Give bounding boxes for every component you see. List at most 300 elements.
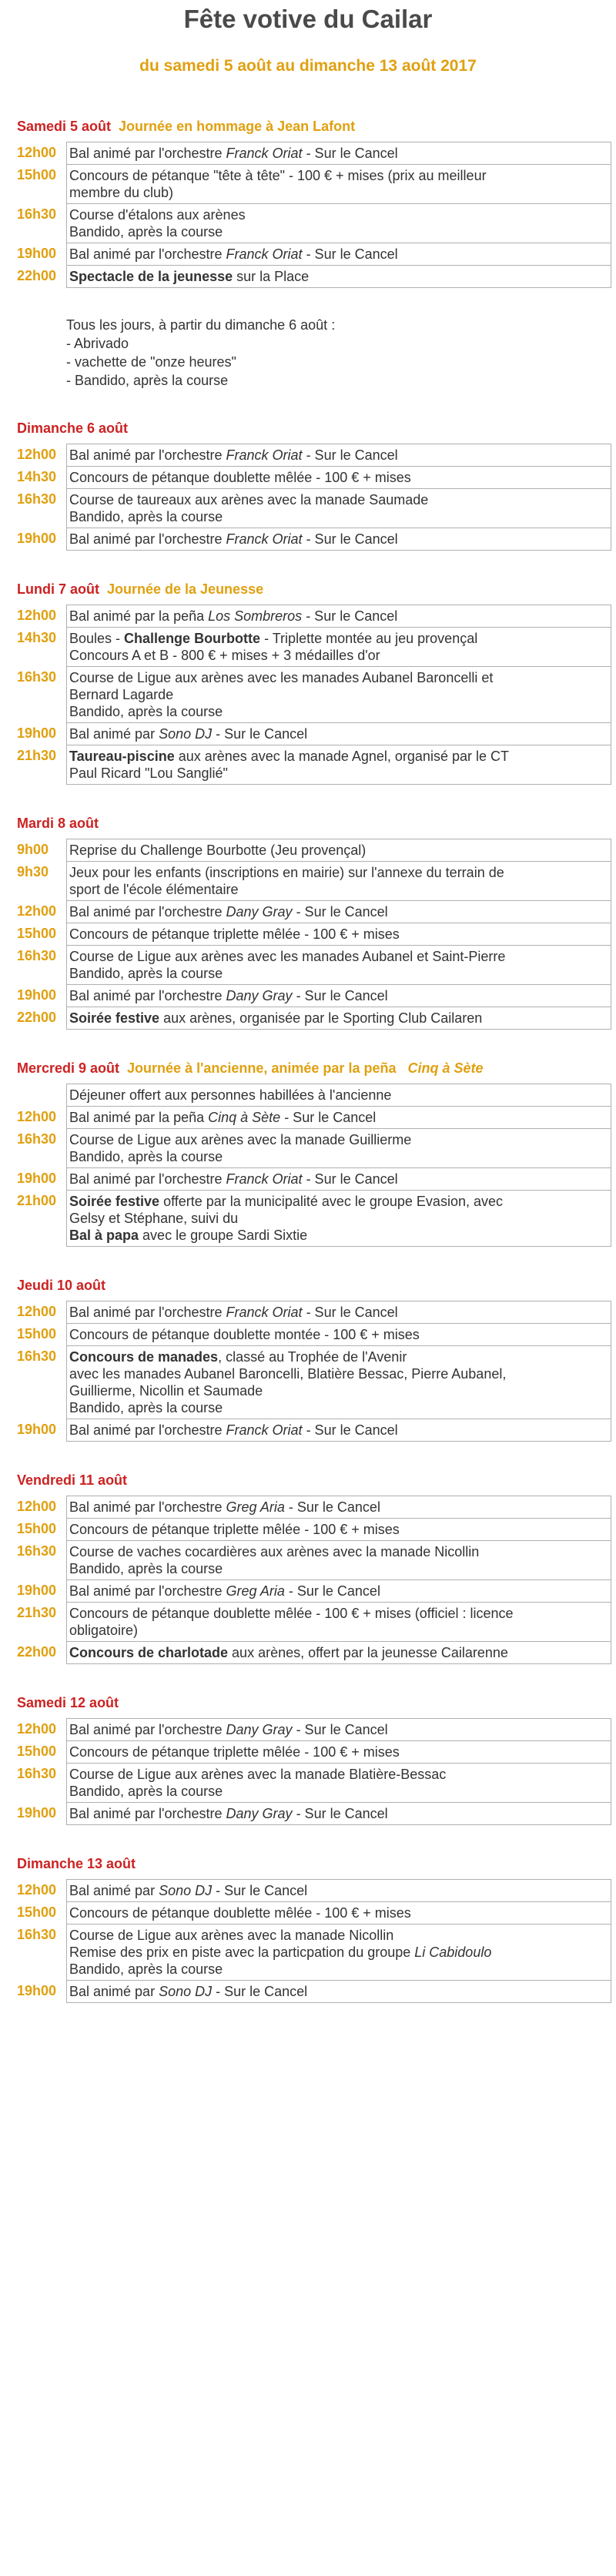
event-description	[67, 1719, 611, 1741]
event-line	[69, 1422, 608, 1439]
event-highlight: Taureau-piscine	[69, 749, 175, 764]
day-section	[0, 1854, 616, 2003]
event-text: Remise des prix en piste avec la particpation du groupe	[69, 1945, 415, 1960]
event-description	[67, 165, 611, 204]
performer-name: Cinq à Sète	[208, 1110, 281, 1125]
event-line	[69, 1499, 608, 1516]
event-text: - Sur le Cancel	[212, 1984, 308, 1999]
event-row	[17, 1346, 611, 1419]
event-row	[17, 1191, 611, 1247]
event-line	[69, 1783, 608, 1800]
event-text: - Sur le Cancel	[302, 1171, 398, 1187]
event-line	[69, 1227, 608, 1244]
event-line	[69, 608, 608, 625]
event-time: 16h30	[17, 1765, 57, 1781]
event-description	[67, 467, 611, 489]
event-time: 9h00	[17, 841, 49, 857]
event-row	[17, 1519, 611, 1541]
event-text: Bandido, après la course	[69, 1784, 223, 1799]
event-text: Concours de pétanque triplette mêlée - 100 € + mises	[69, 1522, 400, 1537]
event-text: Bal animé par l'orchestre	[69, 447, 226, 463]
event-description	[67, 862, 611, 901]
event-line	[69, 1171, 608, 1188]
event-line	[69, 508, 608, 525]
event-row	[17, 1084, 611, 1107]
day-section	[0, 117, 616, 390]
event-time: 19h00	[17, 1421, 57, 1437]
performer-name: Los Sombreros	[208, 608, 303, 624]
event-line	[69, 1210, 608, 1227]
event-time: 16h30	[17, 491, 57, 507]
event-highlight: Soirée festive	[69, 1010, 160, 1026]
event-line	[69, 1904, 608, 1921]
event-line	[69, 669, 608, 686]
event-time: 22h00	[17, 1643, 57, 1660]
performer-name: Franck Oriat	[226, 1422, 303, 1438]
event-description	[67, 1107, 611, 1129]
performer-name: Li Cabidoulo	[414, 1945, 492, 1960]
event-description	[67, 1902, 611, 1924]
event-text: Paul Ricard "Lou Sanglié"	[69, 765, 228, 781]
event-row	[17, 1301, 611, 1324]
day-theme: Journée en hommage à Jean Lafont	[119, 119, 356, 134]
event-text: Bal animé par l'orchestre	[69, 1499, 226, 1515]
day-heading	[0, 1693, 616, 1712]
event-row	[17, 901, 611, 923]
event-time: 16h30	[17, 1543, 57, 1559]
event-line	[69, 948, 608, 965]
event-row	[17, 985, 611, 1007]
event-time: 14h30	[17, 468, 57, 484]
day-heading	[0, 1854, 616, 1873]
event-text: Course de vaches cocardières aux arènes avec la manade Nicollin	[69, 1544, 480, 1559]
performer-name: Dany Gray	[226, 1806, 293, 1821]
event-text: Bal animé par l'orchestre	[69, 531, 226, 547]
event-description	[67, 1191, 611, 1247]
event-time: 12h00	[17, 1303, 57, 1319]
event-line	[69, 881, 608, 898]
day-name: Jeudi 10 août	[17, 1278, 106, 1293]
event-time: 12h00	[17, 903, 57, 919]
event-line	[69, 1805, 608, 1822]
event-row	[17, 165, 611, 204]
event-text: sur la Place	[233, 269, 310, 284]
event-time: 19h00	[17, 1982, 57, 1998]
event-highlight: Spectacle de la jeunesse	[69, 269, 233, 284]
event-text: Bal animé par l'orchestre	[69, 988, 226, 1003]
event-row	[17, 204, 611, 243]
event-row	[17, 862, 611, 901]
event-row	[17, 1496, 611, 1519]
event-time: 21h00	[17, 1192, 57, 1208]
event-line	[69, 447, 608, 464]
events-table	[17, 605, 611, 785]
event-line	[69, 1644, 608, 1661]
event-line	[69, 987, 608, 1004]
event-row	[17, 1803, 611, 1825]
event-text: Bandido, après la course	[69, 224, 223, 240]
event-text: - Sur le Cancel	[284, 1499, 380, 1515]
performer-name: Dany Gray	[226, 1722, 293, 1737]
event-text: Bal animé par	[69, 726, 159, 742]
event-text: Bandido, après la course	[69, 1400, 223, 1415]
event-time: 21h30	[17, 747, 57, 763]
day-heading	[0, 1276, 616, 1295]
event-time: 12h00	[17, 144, 57, 160]
event-description	[67, 1741, 611, 1764]
event-time: 12h00	[17, 607, 57, 623]
event-line	[69, 1721, 608, 1738]
event-description	[67, 1803, 611, 1825]
page-subtitle: du samedi 5 août au dimanche 13 août 2017	[139, 57, 477, 75]
day-heading	[0, 814, 616, 832]
event-description	[67, 946, 611, 985]
performer-name: Sono DJ	[159, 1883, 213, 1898]
day-heading	[0, 1471, 616, 1489]
event-line	[69, 1326, 608, 1343]
day-section	[0, 419, 616, 551]
days-list	[0, 117, 616, 2003]
page-title: Fête votive du Cailar	[183, 5, 433, 33]
event-text: sport de l'école élémentaire	[69, 882, 239, 897]
event-text: Bandido, après la course	[69, 704, 223, 719]
events-table	[17, 1496, 611, 1664]
day-section	[0, 1059, 616, 1247]
day-section	[0, 814, 616, 1030]
event-text: Guillierme, Nicollin et Saumade	[69, 1383, 263, 1399]
event-row	[17, 1741, 611, 1764]
event-description	[67, 1168, 611, 1191]
event-text: - Sur le Cancel	[212, 726, 308, 742]
event-line	[69, 1348, 608, 1365]
event-line	[69, 1944, 608, 1961]
event-time: 16h30	[17, 1131, 57, 1147]
event-description	[67, 1129, 611, 1168]
event-line	[69, 1583, 608, 1600]
performer-name: Franck Oriat	[226, 531, 303, 547]
event-description	[67, 605, 611, 628]
event-line	[69, 725, 608, 742]
event-text: - Sur le Cancel	[292, 988, 388, 1003]
event-line	[69, 926, 608, 943]
event-row	[17, 1764, 611, 1803]
event-row	[17, 628, 611, 667]
event-row	[17, 1419, 611, 1442]
day-theme-emphasis: Cinq à Sète	[407, 1060, 484, 1076]
event-text: Bal animé par	[69, 1883, 159, 1898]
day-name: Mercredi 9 août	[17, 1060, 120, 1076]
event-line	[69, 1131, 608, 1148]
event-time: 15h00	[17, 925, 57, 941]
event-text: - Sur le Cancel	[292, 1722, 388, 1737]
event-time: 16h30	[17, 947, 57, 963]
events-table	[17, 1084, 611, 1247]
performer-name: Sono DJ	[159, 1984, 213, 1999]
event-line	[69, 1148, 608, 1165]
event-text: Course de Ligue aux arènes avec les manades Aubanel et Saint-Pierre	[69, 949, 506, 964]
event-line	[69, 469, 608, 486]
event-description	[67, 444, 611, 467]
event-line	[69, 765, 608, 782]
event-description	[67, 1981, 611, 2003]
event-time: 14h30	[17, 629, 57, 645]
event-time: 19h00	[17, 1804, 57, 1821]
event-description	[67, 985, 611, 1007]
event-time: 21h30	[17, 1604, 57, 1620]
event-line	[69, 531, 608, 548]
event-time: 19h00	[17, 1582, 57, 1598]
event-line	[69, 1193, 608, 1210]
event-description	[67, 628, 611, 667]
event-text: Bandido, après la course	[69, 1561, 223, 1576]
event-text: Bal animé par l'orchestre	[69, 1583, 226, 1599]
event-time: 15h00	[17, 1904, 57, 1920]
event-highlight: Bal à papa	[69, 1228, 139, 1243]
event-time: 12h00	[17, 1108, 57, 1124]
events-table	[17, 444, 611, 551]
event-text: Bernard Lagarde	[69, 687, 174, 702]
events-table	[17, 142, 611, 288]
event-row	[17, 667, 611, 723]
event-highlight: Soirée festive	[69, 1194, 160, 1209]
event-highlight: Concours de manades	[69, 1349, 219, 1365]
event-text: avec le groupe Sardi Sixtie	[139, 1228, 308, 1243]
event-row	[17, 1580, 611, 1603]
event-row	[17, 467, 611, 489]
performer-name: Franck Oriat	[226, 146, 303, 161]
event-text: Jeux pour les enfants (inscriptions en mairie) sur l'annexe du terrain de	[69, 865, 504, 880]
day-section	[0, 1693, 616, 1825]
event-row	[17, 1880, 611, 1902]
event-line	[69, 965, 608, 982]
event-text: - Sur le Cancel	[302, 608, 398, 624]
event-text: Course de Ligue aux arènes avec les manades Aubanel Baroncelli et	[69, 670, 494, 685]
event-text: - Sur le Cancel	[302, 246, 398, 262]
event-description	[67, 1007, 611, 1030]
event-line	[69, 1365, 608, 1382]
event-description	[67, 1346, 611, 1419]
event-line	[69, 903, 608, 920]
event-text: Boules -	[69, 631, 125, 646]
event-text: Bal animé par l'orchestre	[69, 246, 226, 262]
event-text: Bal animé par la peña	[69, 608, 209, 624]
event-description	[67, 901, 611, 923]
event-line	[69, 864, 608, 881]
event-time: 12h00	[17, 1498, 57, 1514]
performer-name: Greg Aria	[226, 1583, 285, 1599]
event-row	[17, 1719, 611, 1741]
event-row	[17, 1007, 611, 1030]
event-time: 16h30	[17, 1348, 57, 1364]
event-row	[17, 528, 611, 551]
event-description	[67, 1880, 611, 1902]
event-time: 12h00	[17, 1881, 57, 1898]
event-highlight: Concours de charlotade	[69, 1645, 229, 1660]
event-description	[67, 1419, 611, 1442]
event-line	[69, 1927, 608, 1944]
event-row	[17, 1129, 611, 1168]
daily-note	[66, 316, 616, 390]
event-text: Bal animé par l'orchestre	[69, 1806, 226, 1821]
event-description	[67, 745, 611, 785]
event-text: - Sur le Cancel	[212, 1883, 308, 1898]
event-row	[17, 266, 611, 288]
event-text: - Sur le Cancel	[284, 1583, 380, 1599]
event-line	[69, 1304, 608, 1321]
event-row	[17, 444, 611, 467]
event-text: Bal animé par la peña	[69, 1110, 209, 1125]
event-row	[17, 1324, 611, 1346]
event-line	[69, 268, 608, 285]
event-line	[69, 1521, 608, 1538]
event-time: 12h00	[17, 446, 57, 462]
event-line	[69, 1744, 608, 1760]
event-text: Bandido, après la course	[69, 1149, 223, 1164]
note-line: Tous les jours, à partir du dimanche 6 août :	[66, 317, 336, 333]
event-line	[69, 223, 608, 240]
day-heading	[0, 117, 616, 136]
note-line: - Abrivado	[66, 336, 129, 351]
event-line	[69, 1560, 608, 1577]
event-line	[69, 630, 608, 647]
day-name: Vendredi 11 août	[17, 1472, 128, 1488]
event-description	[67, 1603, 611, 1642]
event-text: offerte par la municipalité avec le groupe Evasion, avec	[159, 1194, 503, 1209]
event-row	[17, 1981, 611, 2003]
event-description	[67, 1924, 611, 1981]
note-line: - vachette de "onze heures"	[66, 354, 236, 370]
event-text: membre du club)	[69, 185, 174, 200]
day-section	[0, 580, 616, 785]
event-line	[69, 1622, 608, 1639]
event-time: 16h30	[17, 206, 57, 222]
event-description	[67, 142, 611, 165]
event-text: Concours de pétanque doublette montée - 100 € + mises	[69, 1327, 420, 1342]
event-time: 22h00	[17, 267, 57, 283]
event-line	[69, 1605, 608, 1622]
event-text: Bandido, après la course	[69, 1961, 223, 1977]
event-description	[67, 1764, 611, 1803]
event-text: - Sur le Cancel	[292, 1806, 388, 1821]
event-text: Concours de pétanque doublette mêlée - 100 € + mises	[69, 470, 411, 485]
event-description	[67, 1541, 611, 1580]
event-text: Concours de pétanque doublette mêlée - 100 € + mises (officiel : licence	[69, 1606, 514, 1621]
event-row	[17, 745, 611, 785]
event-text: avec les manades Aubanel Baroncelli, Blatière Bessac, Pierre Aubanel,	[69, 1366, 507, 1382]
day-name: Dimanche 13 août	[17, 1856, 136, 1871]
event-description	[67, 667, 611, 723]
events-table	[17, 1301, 611, 1442]
event-description	[67, 723, 611, 745]
event-description	[67, 1301, 611, 1324]
event-text: Concours de pétanque doublette mêlée - 100 € + mises	[69, 1905, 411, 1921]
event-line	[69, 184, 608, 201]
event-highlight: Challenge Bourbotte	[124, 631, 261, 646]
event-text: Course d'étalons aux arènes	[69, 207, 246, 223]
event-text: - Sur le Cancel	[302, 146, 398, 161]
event-text: , classé au Trophée de l'Avenir	[218, 1349, 407, 1365]
event-description	[67, 1324, 611, 1346]
event-time: 16h30	[17, 1926, 57, 1942]
event-text: obligatoire)	[69, 1623, 139, 1638]
event-text: - Sur le Cancel	[302, 1422, 398, 1438]
event-text: - Triplette montée au jeu provençal	[260, 631, 478, 646]
event-row	[17, 946, 611, 985]
events-table	[17, 1879, 611, 2003]
event-text: Bal animé par l'orchestre	[69, 1305, 226, 1320]
day-heading	[0, 419, 616, 437]
event-text: Bal animé par	[69, 1984, 159, 1999]
performer-name: Franck Oriat	[226, 246, 303, 262]
event-text: Concours A et B - 800 € + mises + 3 médailles d'or	[69, 648, 380, 663]
event-description	[67, 489, 611, 528]
day-heading	[0, 580, 616, 598]
day-name: Lundi 7 août	[17, 581, 99, 597]
event-line	[69, 842, 608, 859]
day-name: Samedi 5 août	[17, 119, 112, 134]
event-line	[69, 491, 608, 508]
event-text: Concours de pétanque triplette mêlée - 100 € + mises	[69, 926, 400, 942]
event-time: 19h00	[17, 1170, 57, 1186]
performer-name: Dany Gray	[226, 988, 293, 1003]
event-description	[67, 1496, 611, 1519]
performer-name: Sono DJ	[159, 726, 213, 742]
event-line	[69, 647, 608, 664]
event-text: Bal animé par l'orchestre	[69, 1422, 226, 1438]
event-row	[17, 243, 611, 266]
day-theme: Journée à l'ancienne, animée par la peña	[127, 1060, 400, 1076]
event-line	[69, 748, 608, 765]
event-line	[69, 246, 608, 263]
event-description	[67, 1642, 611, 1664]
event-description	[67, 528, 611, 551]
event-time: 15h00	[17, 166, 57, 183]
event-text: - Sur le Cancel	[302, 531, 398, 547]
event-time: 16h30	[17, 668, 57, 685]
event-row	[17, 1603, 611, 1642]
event-row	[17, 723, 611, 745]
event-text: aux arènes avec la manade Agnel, organisé par le CT	[174, 749, 509, 764]
event-line	[69, 145, 608, 162]
event-text: - Sur le Cancel	[302, 447, 398, 463]
event-text: Course de Ligue aux arènes avec la manade Nicollin	[69, 1928, 394, 1943]
event-line	[69, 1882, 608, 1899]
day-heading	[0, 1059, 616, 1077]
event-description	[67, 243, 611, 266]
event-time: 22h00	[17, 1009, 57, 1025]
event-row	[17, 1924, 611, 1981]
event-time: 15h00	[17, 1743, 57, 1759]
event-time: 19h00	[17, 245, 57, 261]
event-line	[69, 206, 608, 223]
event-time: 19h00	[17, 725, 57, 741]
events-table	[17, 1718, 611, 1825]
day-name: Mardi 8 août	[17, 816, 99, 831]
event-row	[17, 839, 611, 862]
event-row	[17, 923, 611, 946]
event-description	[67, 266, 611, 288]
event-text: Bal animé par l'orchestre	[69, 1722, 226, 1737]
performer-name: Franck Oriat	[226, 1305, 303, 1320]
event-description	[67, 1519, 611, 1541]
day-section	[0, 1471, 616, 1664]
event-text: Bandido, après la course	[69, 966, 223, 981]
event-text: - Sur le Cancel	[280, 1110, 377, 1125]
events-table	[17, 839, 611, 1030]
event-time: 12h00	[17, 1720, 57, 1737]
event-text: Gelsy et Stéphane, suivi du	[69, 1211, 239, 1226]
event-text: Bal animé par l'orchestre	[69, 904, 226, 920]
